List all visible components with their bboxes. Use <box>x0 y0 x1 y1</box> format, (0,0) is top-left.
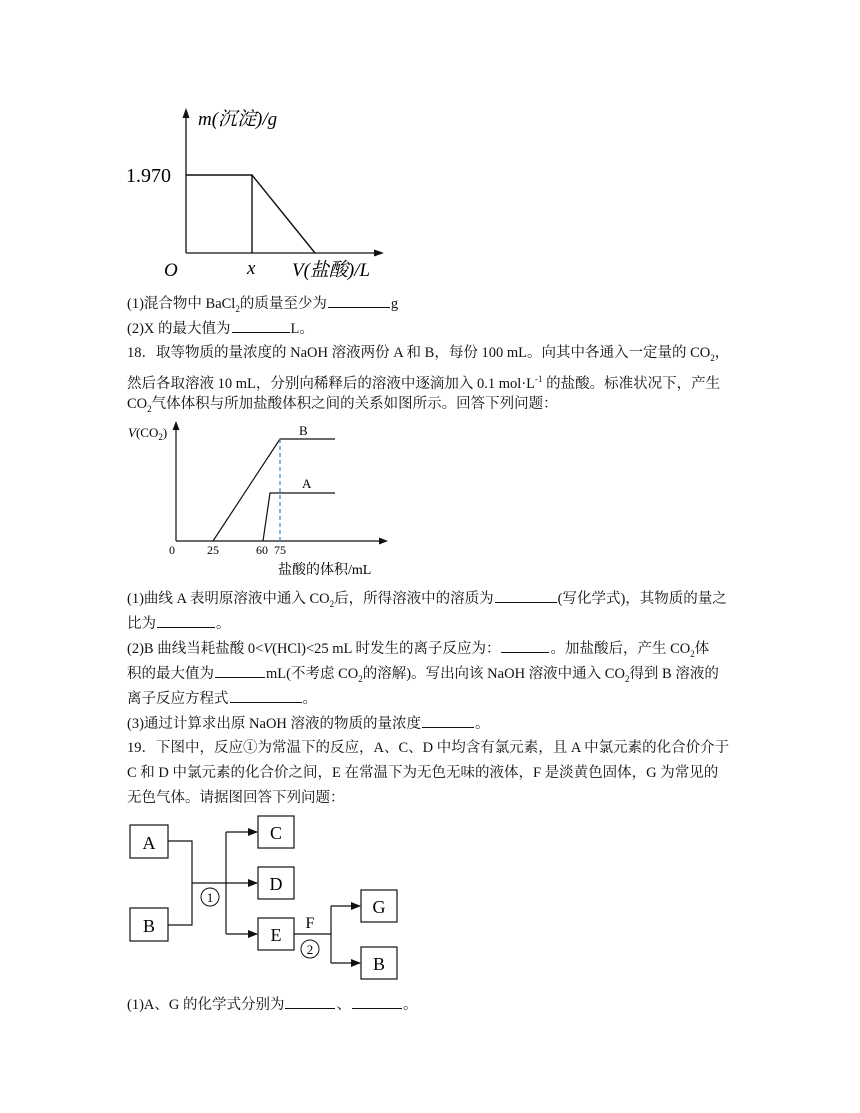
reagent-f-label: F <box>305 915 315 932</box>
q18-part2-line1: (2)B 曲线当耗盐酸 0<V(HCl)<25 mL 时发生的离子反应为： 。加盐酸后，产生 $CO_2$体 <box>127 638 709 664</box>
x-tick-25: 25 <box>207 543 219 557</box>
answer-blank[interactable] <box>495 588 557 603</box>
x-axis-arrow <box>374 250 384 257</box>
reaction1-label: 1 <box>206 890 214 905</box>
q18-part3: (3)通过计算求出原 NaOH 溶液的物质的量浓度 。 <box>127 713 490 734</box>
q18-stem-line2: 然后各取溶液 10 mL，分别向稀释后的溶液中逐滴加入 0.1 $mol\cdot L^{-1}$ 的盐酸。标准状况下，产生 <box>127 374 721 392</box>
series-a-line <box>263 493 335 541</box>
q19-stem-line3: 无色气体。请据图回答下列问题： <box>127 790 345 806</box>
q19-stem-line1: 19．下图中，反应①为常温下的反应，A、C、D 中均含有氯元素，且 A 中氯元素的化合价介于 <box>127 740 730 756</box>
x-mark-label: x <box>247 258 256 279</box>
answer-blank[interactable] <box>501 638 549 653</box>
box-b2-label: B <box>372 954 386 974</box>
answer-blank[interactable] <box>157 613 215 628</box>
q18-stem-line3: $CO_2$气体体积与所加盐酸体积之间的关系如图所示。回答下列问题： <box>127 396 558 414</box>
box-d-label: D <box>269 874 283 894</box>
box-g-label: G <box>372 897 386 917</box>
y-axis-arrow <box>173 421 180 430</box>
box-a-label: A <box>142 833 156 853</box>
box-c-label: C <box>269 823 283 843</box>
q18-part2-line2: 积的最大值为 mL(不考虑 $CO_2$的溶解)。写出向该 NaOH 溶液中通入 $CO_2$得到 B 溶液的 <box>127 663 719 689</box>
series-b-label: B <box>299 423 308 438</box>
q18-part2-line3: 离子反应方程式 。 <box>127 688 317 709</box>
reaction2-label: 2 <box>306 942 314 957</box>
x-axis-arrow <box>379 538 388 545</box>
co2-chart <box>120 415 400 585</box>
q17-part1: (1)混合物中 BaCl$_2$的质量至少为 g <box>127 293 398 319</box>
reactant-bracket <box>168 841 192 925</box>
series-b-line <box>213 439 335 541</box>
x-axis-label: V(盐酸)/L <box>292 260 371 281</box>
q18-part1-line1: (1)曲线 A 表明原溶液中通入 $CO_2$后，所得溶液中的溶质为 (写化学式)，其物质的量之 <box>127 588 727 614</box>
x-tick-0: 0 <box>169 543 175 557</box>
q18-stem-line1: 18．取等物质的量浓度的 NaOH 溶液两份 A 和 B，每份 100 mL。向其中各通入一定量的 $CO_2$， <box>127 345 730 363</box>
answer-blank[interactable] <box>232 318 290 333</box>
series-a-label: A <box>302 476 312 491</box>
y-axis-label: $V(CO_2)$ <box>128 425 168 442</box>
q19-part1: (1)A、G 的化学式分别为 、 。 <box>127 994 417 1015</box>
x-tick-75: 75 <box>274 543 286 557</box>
y-axis-label: m(沉淀)/g <box>198 109 278 130</box>
x-tick-60: 60 <box>256 543 268 557</box>
reaction-diagram <box>120 808 420 988</box>
x-axis-label: 盐酸的体积/mL <box>278 563 372 578</box>
precipitate-chart <box>120 100 400 285</box>
origin-label: O <box>164 260 178 281</box>
y-axis-arrow <box>183 108 190 118</box>
box-b-label: B <box>142 916 156 936</box>
answer-blank[interactable] <box>230 688 302 703</box>
box-e-label: E <box>270 925 282 945</box>
answer-blank[interactable] <box>285 994 335 1009</box>
q17-part2: (2)X 的最大值为 L。 <box>127 318 314 339</box>
q18-part1-line2: 比为 。 <box>127 613 231 634</box>
answer-blank[interactable] <box>352 994 402 1009</box>
y-tick-label: 1.970 <box>126 165 171 187</box>
precipitate-curve <box>186 175 315 253</box>
answer-blank[interactable] <box>328 293 390 308</box>
answer-blank[interactable] <box>422 713 474 728</box>
answer-blank[interactable] <box>215 663 265 678</box>
q19-stem-line2: C 和 D 中氯元素的化合价之间，E 在常温下为无色无味的液体，F 是淡黄色固体，G 为常见的 <box>127 765 719 781</box>
